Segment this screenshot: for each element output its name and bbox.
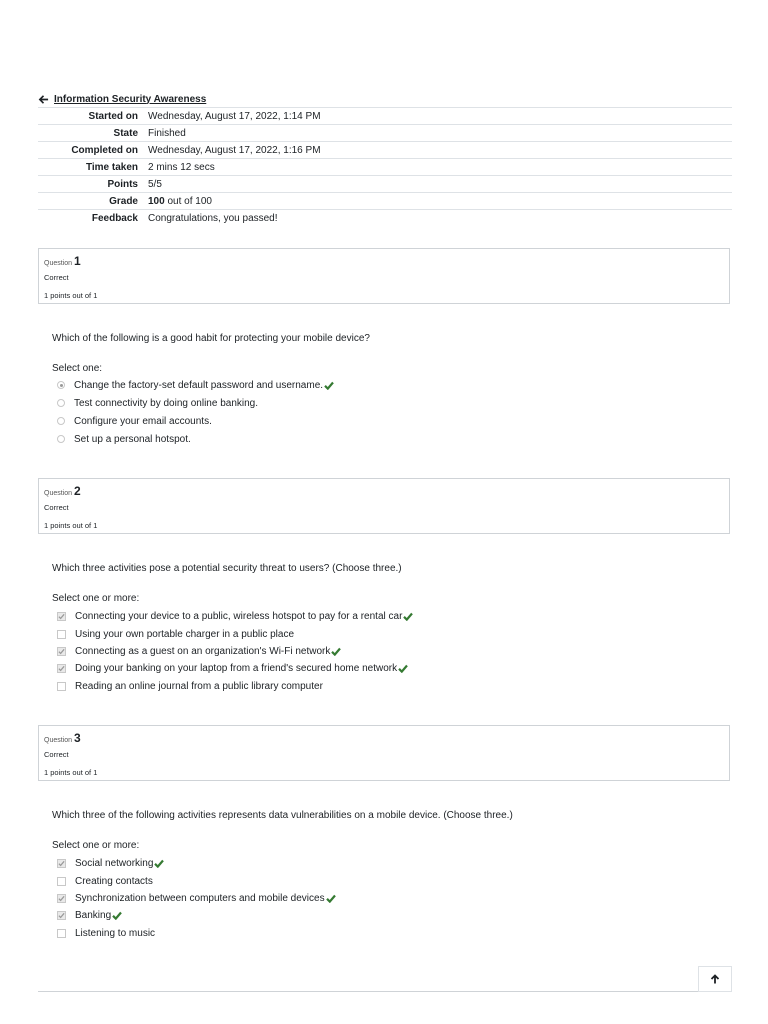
summary-label: Feedback	[91, 212, 138, 224]
answer-label: Configure your email accounts.	[74, 415, 212, 427]
answer-label: Creating contacts	[75, 875, 153, 887]
answer-option[interactable]	[57, 608, 413, 624]
checkbox[interactable]	[57, 929, 66, 938]
checkbox[interactable]	[57, 911, 66, 920]
answer-option[interactable]	[57, 890, 336, 906]
question-label: Question	[44, 737, 73, 744]
check-icon	[326, 894, 336, 903]
radio-button[interactable]	[57, 381, 65, 389]
answer-label: Connecting as a guest on an organization's Wi-Fi network	[75, 645, 331, 657]
checkbox[interactable]	[57, 682, 66, 691]
question-grade: 1 points out of 1	[44, 521, 98, 530]
question-grade: 1 points out of 1	[44, 768, 98, 777]
question-grade: 1 points out of 1	[44, 291, 98, 300]
answer-prompt: Select one:	[52, 363, 103, 374]
arrow-left-icon	[38, 94, 49, 105]
question-label: Question	[44, 490, 73, 497]
question-text: Which three activities pose a potential security threat to users? (Choose three.)	[52, 563, 402, 574]
answer-label: Connecting your device to a public, wireless hotspot to pay for a rental car	[75, 610, 403, 622]
question-label: Question	[44, 260, 73, 267]
summary-row-feedback	[38, 210, 732, 227]
check-icon	[331, 647, 341, 656]
answer-label: Doing your banking on your laptop from a friend's secured home network	[75, 662, 398, 674]
check-icon	[324, 381, 334, 390]
checkmark-icon	[58, 648, 65, 655]
summary-label: Completed on	[71, 144, 138, 156]
check-icon	[403, 612, 413, 621]
summary-row-time-taken	[38, 159, 732, 176]
answer-label: Social networking	[75, 857, 154, 869]
answer-option[interactable]	[57, 873, 153, 889]
question-text: Which three of the following activities represents data vulnerabilities on a mobile device. (Choose three.)	[52, 810, 513, 821]
summary-value	[148, 193, 732, 210]
answer-label: Banking	[75, 909, 112, 921]
checkbox[interactable]	[57, 877, 66, 886]
question-number	[44, 484, 81, 498]
checkbox[interactable]	[57, 664, 66, 673]
question-info-box	[38, 478, 730, 534]
answer-label: Synchronization between computers and mobile devices	[75, 892, 325, 904]
summary-row-completed	[38, 142, 732, 159]
radio-button[interactable]	[57, 399, 65, 407]
answer-option[interactable]	[57, 925, 155, 941]
answer-label: Change the factory-set default password and username.	[74, 379, 324, 391]
summary-label: Grade	[109, 195, 138, 207]
summary-row-grade	[38, 193, 732, 210]
question-state: Correct	[44, 750, 69, 759]
summary-value: Congratulations, you passed!	[148, 212, 278, 224]
check-icon	[112, 911, 122, 920]
answer-label: Set up a personal hotspot.	[74, 433, 191, 445]
checkbox[interactable]	[57, 859, 66, 868]
answer-option[interactable]	[57, 907, 122, 923]
back-link-label: Information Security Awareness	[54, 93, 207, 105]
question-info-box	[38, 248, 730, 304]
summary-label: Time taken	[85, 161, 138, 173]
question-number	[44, 254, 81, 268]
checkmark-icon	[58, 912, 65, 919]
answer-label: Using your own portable charger in a public place	[75, 628, 295, 640]
grade-score: 100	[148, 195, 165, 207]
footer-divider	[38, 991, 698, 992]
question-number-value: 1	[74, 254, 81, 268]
checkmark-icon	[58, 860, 65, 867]
back-to-top-button[interactable]	[698, 966, 732, 992]
summary-row-started	[38, 108, 732, 125]
answer-option[interactable]	[57, 678, 323, 694]
question-state: Correct	[44, 503, 69, 512]
answer-option[interactable]	[57, 377, 334, 393]
summary-value: 2 mins 12 secs	[148, 161, 215, 173]
check-icon	[154, 859, 164, 868]
radio-button[interactable]	[57, 417, 65, 425]
summary-row-state	[38, 125, 732, 142]
question-state: Correct	[44, 273, 69, 282]
answer-option[interactable]	[57, 660, 408, 676]
question-number	[44, 731, 81, 745]
grade-out-of: out of 100	[164, 195, 212, 207]
answer-label: Listening to music	[75, 927, 156, 939]
checkbox[interactable]	[57, 630, 66, 639]
answer-option[interactable]	[57, 395, 258, 411]
answer-option[interactable]	[57, 626, 294, 642]
checkbox[interactable]	[57, 612, 66, 621]
answer-option[interactable]	[57, 431, 191, 447]
checkmark-icon	[58, 665, 65, 672]
summary-value: Finished	[148, 127, 186, 139]
summary-value: 5/5	[148, 178, 162, 190]
summary-label: Started on	[88, 110, 138, 122]
radio-button[interactable]	[57, 435, 65, 443]
summary-label: State	[113, 127, 138, 139]
answer-option[interactable]	[57, 643, 341, 659]
checkmark-icon	[58, 895, 65, 902]
answer-prompt: Select one or more:	[52, 593, 140, 604]
check-icon	[398, 664, 408, 673]
back-to-course-link[interactable]	[38, 92, 206, 106]
arrow-up-icon	[710, 974, 720, 984]
checkmark-icon	[58, 613, 65, 620]
question-number-value: 2	[74, 484, 81, 498]
answer-option[interactable]	[57, 855, 164, 871]
checkbox[interactable]	[57, 647, 66, 656]
question-number-value: 3	[74, 731, 81, 745]
summary-row-points	[38, 176, 732, 193]
question-info-box	[38, 725, 730, 781]
answer-prompt: Select one or more:	[52, 840, 140, 851]
answer-option[interactable]	[57, 413, 212, 429]
answer-label: Test connectivity by doing online banking.	[74, 397, 259, 409]
summary-value: Wednesday, August 17, 2022, 1:16 PM	[148, 144, 321, 156]
question-text: Which of the following is a good habit for protecting your mobile device?	[52, 333, 370, 344]
attempt-summary-table	[38, 107, 732, 227]
summary-value: Wednesday, August 17, 2022, 1:14 PM	[148, 110, 321, 122]
answer-label: Reading an online journal from a public library computer	[75, 680, 323, 692]
summary-label: Points	[107, 178, 138, 190]
checkbox[interactable]	[57, 894, 66, 903]
